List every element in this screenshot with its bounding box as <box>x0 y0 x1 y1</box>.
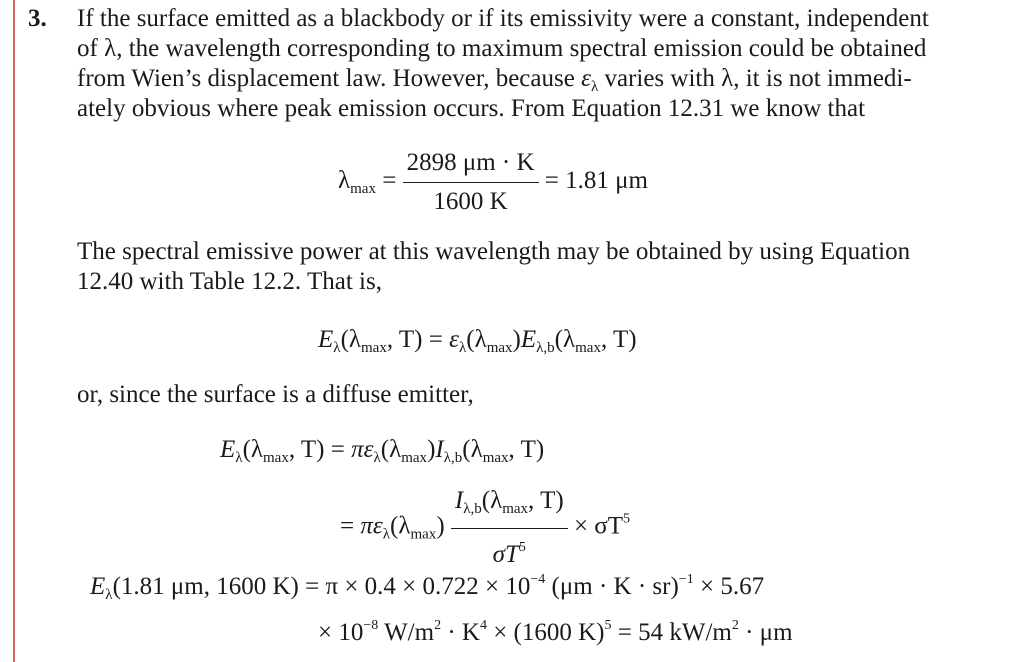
margin-rule <box>13 0 15 662</box>
paragraph-line-3: from Wien’s displacement law. However, because $\varepsilon_\lambda$ varies with λ, it is not immedi- <box>77 65 912 95</box>
equation-diffuse: $E_\lambda(\lambda_{max}$, $T) = \pi\varepsilon_\lambda(\lambda_{max})I_{\lambda,b}(\lambda_{max}$, T) <box>220 436 545 466</box>
wien-result: = 1.81 μm <box>544 167 648 195</box>
wien-denominator: 1600 K <box>433 188 508 215</box>
paragraph3: or, since the surface is a diffuse emitter, <box>77 381 474 408</box>
equation-numeric-line-1: $E_\lambda(1.81$ μm, 1600 $K) = \pi \times 0.4 \times 0.722 \times 10^{-4}$ (μm · K · sr)$^{-1}$ × 5.67 <box>90 572 765 603</box>
equation-numeric-line-2: × $10^{-8}$ $W/m^2 \cdot K^4 \times (1600$ K)$^5$ = 54 $kW/m^2 \cdot \mu m$ <box>318 618 793 646</box>
normalized-fraction <box>451 486 568 570</box>
paragraph-line-1: If the surface emitted as a blackbody or if its emissivity were a constant, independent <box>77 5 929 32</box>
normalized-numerator: $I_{\lambda,b}(\lambda_{max}$, T) <box>451 486 568 529</box>
wien-numerator: 2898 μm · K <box>403 148 539 183</box>
equation-wien: $\lambda_{max}$ = $\frac{2898 \mu m \cdot K}{1600 K}$ = 1.81 μm <box>338 149 648 215</box>
problem-number: 3. <box>28 5 47 32</box>
paragraph-line-2: of λ, the wavelength corresponding to maximum spectral emission could be obtained <box>77 35 927 62</box>
wien-fraction <box>403 148 539 217</box>
normalized-denominator: $\sigma T^5$ <box>492 540 526 568</box>
paragraph2-line-1: The spectral emissive power at this wavelength may be obtained by using Equation <box>77 238 911 265</box>
paragraph2-line-2: 12.40 with Table 12.2. That is, <box>77 268 382 295</box>
paragraph-line-4: ately obvious where peak emission occurs. From Equation 12.31 we know that <box>77 95 866 122</box>
equation-diffuse-normalized: = $\pi\varepsilon_\lambda(\lambda_{max})$ $\frac{I_{\lambda,b}(\lambda_{max}, T)}{\sigma T^5}$ × $\sigma T^5$ <box>340 487 631 568</box>
equation-emissive-power: $E_\lambda(\lambda_{max}$, $T) = \varepsilon_\lambda(\lambda_{max})E_{\lambda,b}(\lambda_{max}$, T) <box>318 326 637 356</box>
